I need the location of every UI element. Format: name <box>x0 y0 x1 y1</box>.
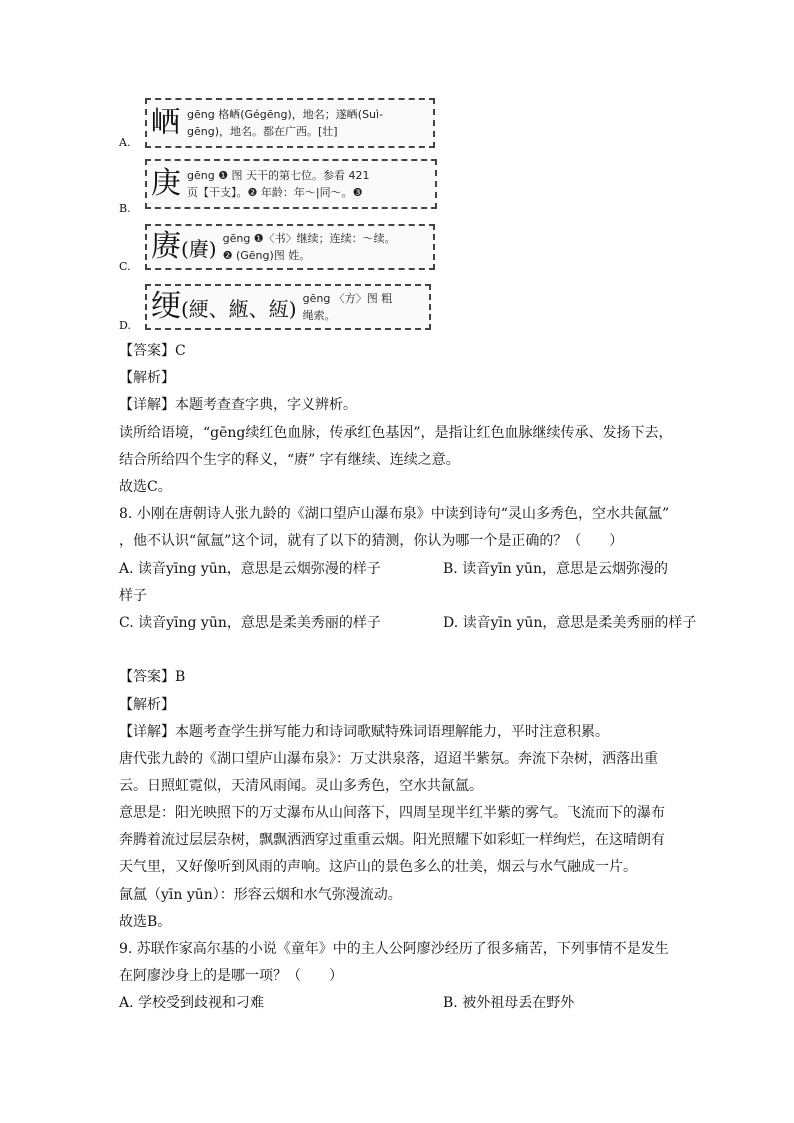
q8-meaning-line3: 天气里，又好像听到风雨的声响。这庐山的景色多么的壮美，烟云与水气融成一片。 <box>119 859 637 875</box>
q7-detail: 【详解】本题考查查字典，字义辨析。 <box>119 397 357 413</box>
q8-option-b: B. 读音yīn yūn，意思是云烟弥漫的 <box>443 561 668 577</box>
q8-stem-line2: ，他不认识“氤氲”这个词，就有了以下的猜测，你认为哪一个是正确的？（ ） <box>119 533 624 549</box>
option-b-letter: B. <box>119 202 131 215</box>
option-c-variant: (賡) <box>181 237 217 261</box>
option-b-text1: gēng ❶ 图 天干的第七位。参看 421 <box>187 169 370 182</box>
q8-meaning-line2: 奔腾着流过层层杂树，飘飘洒洒穿过重重云烟。阳光照耀下如彩虹一样绚烂，在这晴朗有 <box>119 832 665 848</box>
option-a-char: 𡶼 <box>151 105 181 140</box>
option-a-text2: gēng)，地名。都在广西。[壮] <box>187 125 338 138</box>
q7-para2: 结合所给四个生字的释义，“赓” 字有继续、连续之意。 <box>119 452 460 468</box>
option-b-dict-entry <box>145 159 437 209</box>
option-d-variant: (綆、緪、絚) <box>181 297 297 321</box>
q8-poem-line2: 云。日照虹霓似，天清风雨闻。灵山多秀色，空水共氤氲。 <box>119 778 483 794</box>
q8-option-b-wrap: 样子 <box>119 588 147 604</box>
q7-answer: 【答案】C <box>119 343 186 359</box>
q9-option-b: B. 被外祖母丢在野外 <box>443 995 575 1011</box>
option-a-text1: gēng 格𡶼(Gégēng)，地名；遂𡶼(Suì- <box>187 108 384 121</box>
q8-analysis-heading: 【解析】 <box>119 697 175 713</box>
q8-choose: 故选B。 <box>119 914 172 930</box>
q7-para1: 读所给语境，“gēng续红色血脉，传承红色基因”，是指让红色血脉继续传承、发扬下去， <box>119 425 673 441</box>
q8-poem-line1: 唐代张九龄的《湖口望庐山瀑布泉》：万丈洪泉落，迢迢半紫氛。奔流下杂树，洒落出重 <box>119 751 658 767</box>
option-d-letter: D. <box>119 319 131 332</box>
q8-option-a: A. 读音yīng yūn，意思是云烟弥漫的样子 <box>119 561 381 577</box>
q8-detail: 【详解】本题考查学生拼写能力和诗词歌赋特殊词语理解能力，平时注意积累。 <box>119 724 609 740</box>
option-d-text1: gēng 〈方〉图 粗 <box>302 292 393 305</box>
q8-option-c: C. 读音yīng yūn，意思是柔美秀丽的样子 <box>119 615 381 631</box>
q9-stem-line1: 9. 苏联作家高尔基的小说《童年》中的主人公阿廖沙经历了很多痛苦，下列事情不是发生 <box>119 941 669 957</box>
option-c-text2: ❷ (Gēng)图 姓。 <box>222 249 311 262</box>
option-c-letter: C. <box>119 260 131 273</box>
q8-option-d: D. 读音yīn yūn，意思是柔美秀丽的样子 <box>443 615 697 631</box>
option-a-letter: A. <box>119 136 131 149</box>
q8-answer: 【答案】B <box>119 669 186 685</box>
q8-meaning-line1: 意思是：阳光映照下的万丈瀑布从山间落下，四周呈现半红半紫的雾气。飞流而下的瀑布 <box>119 805 665 821</box>
option-b-char: 庚 <box>151 166 181 201</box>
option-c-char: 赓 <box>151 229 181 264</box>
option-b-text2: 页【干支】。❷ 年龄：年～|同～。❸ <box>187 186 363 199</box>
q7-choose: 故选C。 <box>119 479 172 495</box>
option-d-dict-entry <box>145 284 431 330</box>
option-c-dict-entry <box>145 224 435 270</box>
option-c-text1: gēng ❶〈书〉继续；连续：～续。 <box>222 232 396 245</box>
option-d-char: 绠 <box>151 289 181 324</box>
q8-stem-line1: 8. 小刚在唐朝诗人张九龄的《湖口望庐山瀑布泉》中读到诗句“灵山多秀色，空水共氤氲” <box>119 506 670 522</box>
q8-word-definition: 氤氲（yīn yūn）：形容云烟和水气弥漫流动。 <box>119 887 402 903</box>
q9-option-a: A. 学校受到歧视和刁难 <box>119 995 265 1011</box>
q7-analysis-heading: 【解析】 <box>119 370 175 386</box>
option-a-dict-entry <box>145 98 435 148</box>
option-d-text2: 绳索。 <box>302 309 336 322</box>
q9-stem-line2: 在阿廖沙身上的是哪一项？（ ） <box>119 968 343 984</box>
